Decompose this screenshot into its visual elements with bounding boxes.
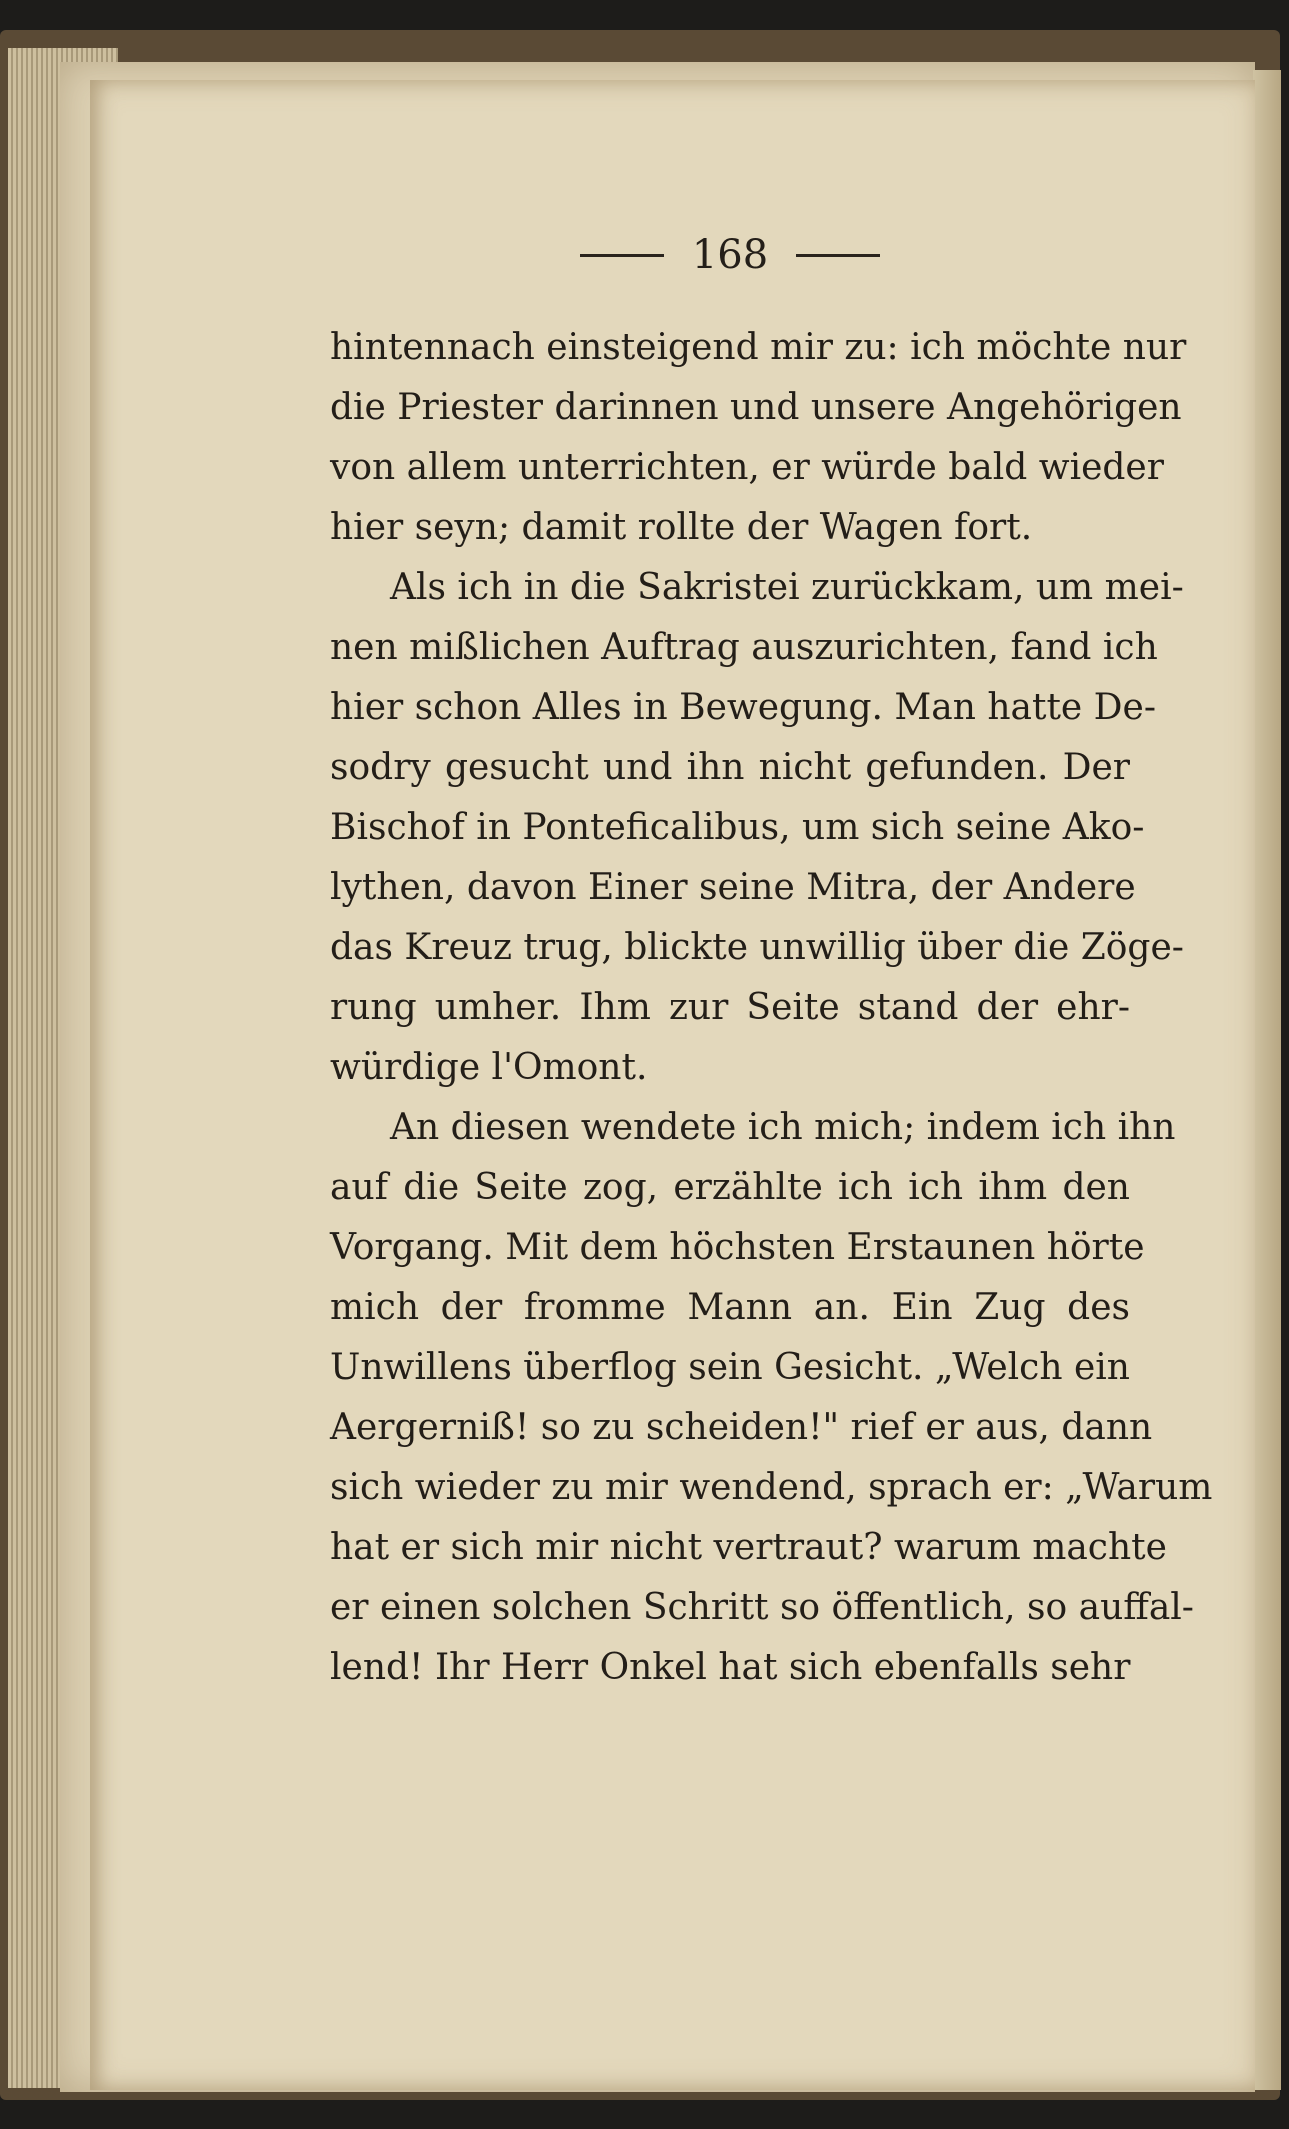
- text-line: er einen solchen Schritt so öffentlich, so auffal-: [330, 1587, 1194, 1628]
- page-header: [560, 225, 900, 285]
- text-line: An diesen wendete ich mich; indem ich ihn: [390, 1107, 1176, 1148]
- text-line: das Kreuz trug, blickte unwillig über die Zöge-: [330, 927, 1184, 968]
- text-line: hintennach einsteigend mir zu: ich möchte nur: [330, 327, 1187, 368]
- text-line: Aergerniß! so zu scheiden!" rief er aus, dann: [330, 1407, 1153, 1448]
- text-line: Unwillens überflog sein Gesicht. „Welch ein: [330, 1347, 1130, 1388]
- text-line: Bischof in Ponteficalibus, um sich seine Ako-: [330, 807, 1145, 848]
- header-rule-left: [580, 254, 664, 257]
- text-line: hier schon Alles in Bewegung. Man hatte De-: [330, 687, 1157, 728]
- text-line: rung umher. Ihm zur Seite stand der ehr-: [330, 987, 1130, 1028]
- page-text: [330, 318, 1213, 1698]
- text-line: würdige l'Omont.: [330, 1047, 648, 1088]
- text-line: lythen, davon Einer seine Mitra, der Andere: [330, 867, 1136, 908]
- text-line: sodry gesucht und ihn nicht gefunden. Der: [330, 747, 1130, 788]
- text-line: Vorgang. Mit dem höchsten Erstaunen hörte: [330, 1227, 1145, 1268]
- page-number: 168: [691, 232, 769, 278]
- text-line: die Priester darinnen und unsere Angehörigen: [330, 387, 1182, 428]
- text-line: hat er sich mir nicht vertraut? warum machte: [330, 1527, 1167, 1568]
- text-line: lend! Ihr Herr Onkel hat sich ebenfalls sehr: [330, 1647, 1131, 1688]
- text-line: nen mißlichen Auftrag auszurichten, fand ich: [330, 627, 1158, 668]
- text-line: mich der fromme Mann an. Ein Zug des: [330, 1287, 1130, 1328]
- text-line: von allem unterrichten, er würde bald wieder: [330, 447, 1164, 488]
- text-line: hier seyn; damit rollte der Wagen fort.: [330, 507, 1033, 548]
- header-rule-right: [796, 254, 880, 257]
- text-line: Als ich in die Sakristei zurückkam, um mei-: [390, 567, 1184, 608]
- text-line: sich wieder zu mir wendend, sprach er: „Warum: [330, 1467, 1213, 1508]
- text-line: auf die Seite zog, erzählte ich ich ihm den: [330, 1167, 1130, 1208]
- page-right-edge: [1253, 70, 1281, 2090]
